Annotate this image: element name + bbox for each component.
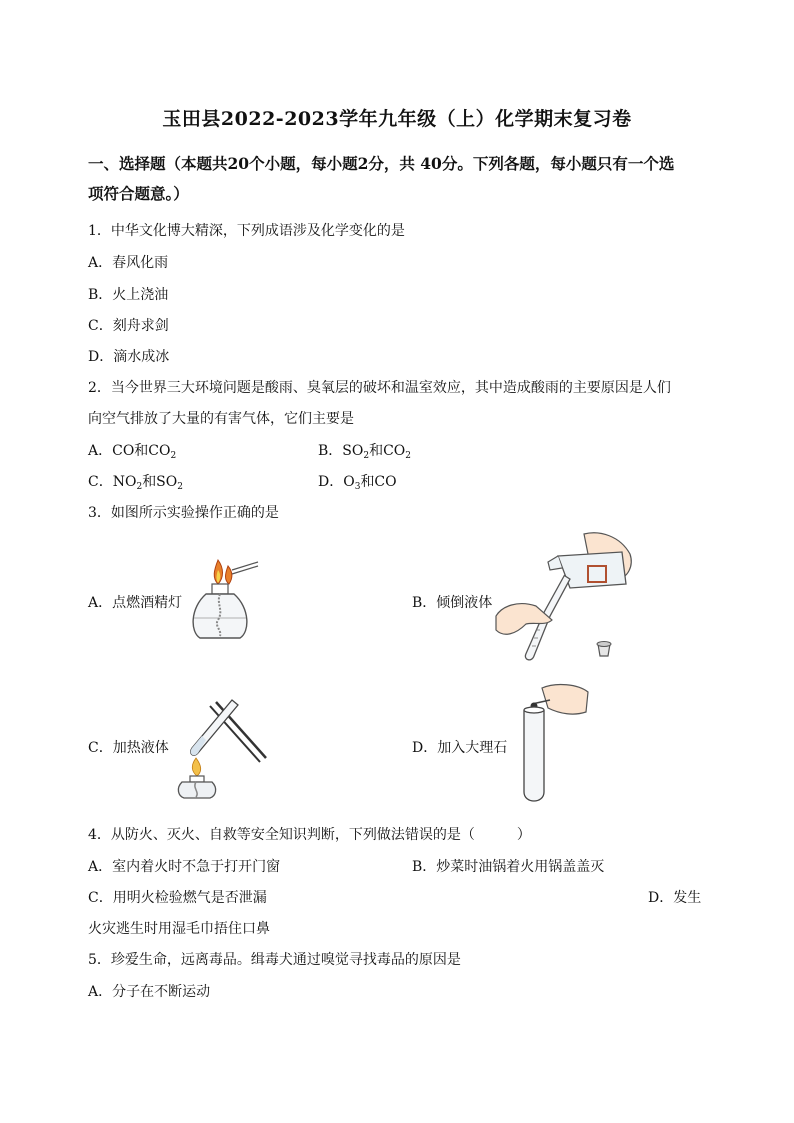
figure-alcohol-lamp-lighting <box>180 548 260 646</box>
question-4-option-c[interactable]: C．用明火检验燃气是否泄漏 <box>88 890 267 906</box>
question-2-option-d[interactable]: D．$O_3$和CO <box>318 474 397 492</box>
question-4-option-a[interactable]: A．室内着火时不急于打开门窗 <box>88 859 281 875</box>
question-1-option-c[interactable]: C．刻舟求剑 <box>88 318 169 334</box>
question-1-option-b[interactable]: B．火上浇油 <box>88 287 169 303</box>
question-2-option-c[interactable]: C．$NO_2$和$SO_2$ <box>88 474 183 492</box>
question-1-stem: 1．中华文化博大精深，下列成语涉及化学变化的是 <box>88 223 405 239</box>
question-2-option-a[interactable]: A．CO和$CO_2$ <box>88 443 177 461</box>
question-5-option-a[interactable]: A．分子在不断运动 <box>88 984 211 1000</box>
question-3-option-c[interactable]: C．加热液体 <box>88 740 169 756</box>
question-1-option-d[interactable]: D．滴水成冰 <box>88 349 170 365</box>
question-2-stem-line2: 向空气排放了大量的有害气体，它们主要是 <box>88 411 354 427</box>
question-2-option-b[interactable]: B．$SO_2$和$CO_2$ <box>318 443 412 461</box>
figure-heating-liquid <box>170 696 270 800</box>
question-2-stem-line1: 2．当今世界三大环境问题是酸雨、臭氧层的破坏和温室效应，其中造成酸雨的主要原因是人们 <box>88 380 671 396</box>
figure-pouring-liquid <box>492 530 640 666</box>
question-4-option-d-tail: 火灾逃生时用湿毛巾捂住口鼻 <box>88 921 270 937</box>
section-heading-line1: 一、选择题（本题共20个小题，每小题2分，共 40分。下列各题，每小题只有一个选 <box>88 154 675 173</box>
figure-adding-marble <box>520 682 592 806</box>
question-4-option-d-head[interactable]: D．发生 <box>648 890 702 906</box>
page-title: 玉田县2022-2023学年九年级（上）化学期末复习卷 <box>162 108 632 130</box>
question-3-option-d[interactable]: D．加入大理石 <box>412 740 508 756</box>
section-heading-line2: 项符合题意。） <box>88 184 189 203</box>
question-4-stem: 4．从防火、灭火、自救等安全知识判断，下列做法错误的是（ ） <box>88 827 531 843</box>
question-3-option-a[interactable]: A．点燃酒精灯 <box>88 595 183 611</box>
question-3-option-b[interactable]: B．倾倒液体 <box>412 595 493 611</box>
question-5-stem: 5．珍爱生命，远离毒品。缉毒犬通过嗅觉寻找毒品的原因是 <box>88 952 461 968</box>
question-3-stem: 3．如图所示实验操作正确的是 <box>88 505 279 521</box>
question-4-option-b[interactable]: B．炒菜时油锅着火用锅盖盖灭 <box>412 859 605 875</box>
question-1-option-a[interactable]: A．春风化雨 <box>88 255 169 271</box>
